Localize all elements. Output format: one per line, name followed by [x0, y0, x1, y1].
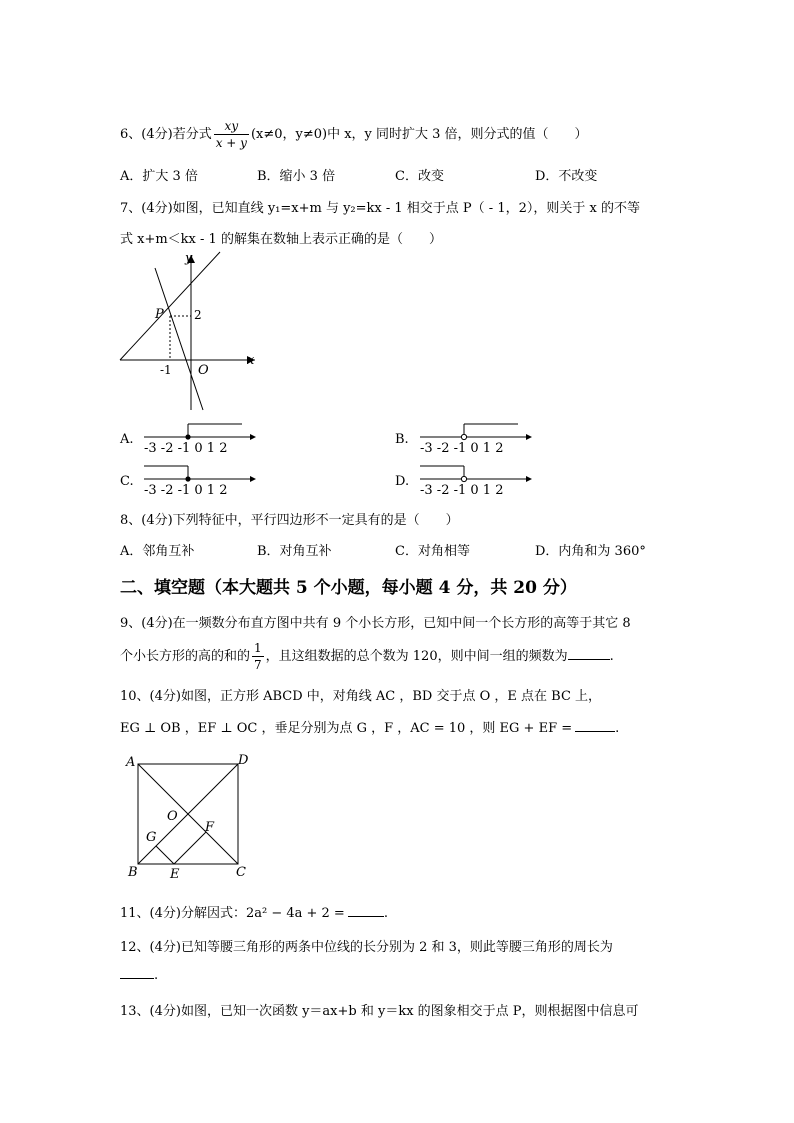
q11-answer-blank[interactable]: [348, 904, 384, 917]
q7-label-x: x: [247, 353, 255, 368]
q10-segment-eg: [156, 846, 174, 864]
q6-option-a: A．扩大 3 倍: [120, 169, 198, 184]
q6-frac-den: x + y: [215, 136, 247, 150]
q7-label-o: O: [198, 363, 209, 378]
q10-line2: EG ⊥ OB ，EF ⊥ OC ，垂足分别为点 G ，F ，AC = 10 ，则 EG + EF =: [120, 721, 573, 736]
q7-d-ticks: -3 -2 -1 0 1 2: [420, 483, 504, 498]
q7-label-p: P: [155, 307, 164, 322]
q7-option-a-numberline: [142, 420, 262, 458]
q7-line-y2: [155, 268, 203, 410]
q9-answer-blank[interactable]: [568, 647, 610, 660]
q12-answer-blank[interactable]: [120, 966, 154, 979]
q9-line1: 9、(4分)在一频数分布直方图中共有 9 个小长方形，已知中间一个长方形的高等于其它 8: [120, 616, 631, 631]
q7-option-a-letter: A.: [120, 432, 134, 447]
q11-text: 11、(4分)分解因式：2a² − 4a + 2 =: [120, 906, 345, 921]
q8-option-d: D．内角和为 360°: [535, 544, 646, 559]
q6-number: 6、(4分): [120, 127, 173, 142]
q10-label-f: F: [205, 820, 215, 835]
q7-b-ticks: -3 -2 -1 0 1 2: [420, 441, 504, 456]
q7-a-ticks: -3 -2 -1 0 1 2: [144, 441, 228, 456]
q8-option-b: B．对角互补: [257, 544, 332, 559]
q10-square-figure: [120, 750, 260, 882]
q10-label-a: A: [126, 755, 136, 770]
q9-end: .: [609, 649, 614, 664]
q7-option-d-numberline: [418, 462, 538, 500]
q6-frac-num: xy: [214, 118, 249, 135]
q7-label-y: y: [185, 251, 193, 266]
q12-end: .: [154, 968, 159, 983]
q6-option-d: D．不改变: [535, 169, 598, 184]
q9-line2: [120, 640, 614, 673]
q7-option-b-letter: B.: [395, 432, 409, 447]
q8-text: 8、(4分)下列特征中，平行四边形不一定具有的是（ ）: [120, 513, 459, 528]
q7-option-b-numberline: [418, 420, 538, 458]
question-11: [120, 902, 388, 921]
q7-coordinate-graph: [115, 250, 265, 420]
q10-label-d: D: [238, 753, 249, 768]
q7-d-hollow-dot: [461, 476, 466, 481]
q7-option-c-letter: C.: [120, 474, 134, 489]
question-6: [120, 118, 588, 151]
q10-segment-ef: [174, 832, 206, 864]
q7-c-solid-dot: [185, 476, 190, 481]
q10-answer-blank[interactable]: [575, 719, 615, 732]
q9-post: ，且这组数据的总个数为 120，则中间一组的频数为: [265, 649, 568, 664]
q10-line2-row: [120, 717, 619, 736]
q10-end: .: [615, 721, 620, 736]
q7-option-c-numberline: [142, 462, 262, 500]
q7-label-neg1: -1: [160, 363, 172, 377]
q10-label-o: O: [167, 809, 178, 824]
q7-line1: 7、(4分)如图，已知直线 y₁=x+m 与 y₂=kx - 1 相交于点 P（ - 1，2），则关于 x 的不等: [120, 201, 640, 216]
q7-line-y1: [120, 252, 220, 360]
q13-line1: 13、(4分)如图，已知一次函数 y＝ax+b 和 y＝kx 的图象相交于点 P，则根据图中信息可: [120, 1004, 639, 1019]
q12-line1: 12、(4分)已知等腰三角形的两条中位线的长分别为 2 和 3，则此等腰三角形的周长为: [120, 940, 613, 955]
q7-b-hollow-dot: [461, 434, 466, 439]
section-2-heading: 二、填空题（本大题共 5 个小题，每小题 4 分，共 20 分）: [120, 578, 577, 598]
q12-line2: [120, 966, 158, 983]
q10-label-c: C: [236, 865, 246, 880]
q9-pre: 个小长方形的高的和的: [120, 649, 251, 664]
q9-frac-den: 7: [254, 658, 262, 672]
q10-label-e: E: [170, 867, 180, 882]
q10-line1: 10、(4分)如图，正方形 ABCD 中，对角线 AC ，BD 交于点 O ，E 点在 BC 上，: [120, 689, 602, 704]
q6-pre: 若分式: [172, 127, 212, 142]
q10-label-g: G: [146, 830, 157, 845]
q7-a-solid-dot: [185, 434, 190, 439]
q8-option-a: A．邻角互补: [120, 544, 195, 559]
q7-line2: 式 x+m＜kx - 1 的解集在数轴上表示正确的是（ ）: [120, 232, 442, 247]
q9-frac-num: 1: [254, 641, 262, 655]
q7-option-d-letter: D.: [395, 474, 410, 489]
q6-option-b: B．缩小 3 倍: [257, 169, 336, 184]
q6-post: (x≠0，y≠0)中 x，y 同时扩大 3 倍，则分式的值（ ）: [250, 127, 588, 142]
q9-fraction: [252, 640, 264, 673]
q8-option-c: C．对角相等: [395, 544, 470, 559]
q7-label-2: 2: [194, 308, 202, 322]
q6-fraction: [214, 118, 249, 151]
q11-end: .: [383, 906, 388, 921]
q10-label-b: B: [128, 865, 138, 880]
q7-c-ticks: -3 -2 -1 0 1 2: [144, 483, 228, 498]
q6-option-c: C．改变: [395, 169, 444, 184]
